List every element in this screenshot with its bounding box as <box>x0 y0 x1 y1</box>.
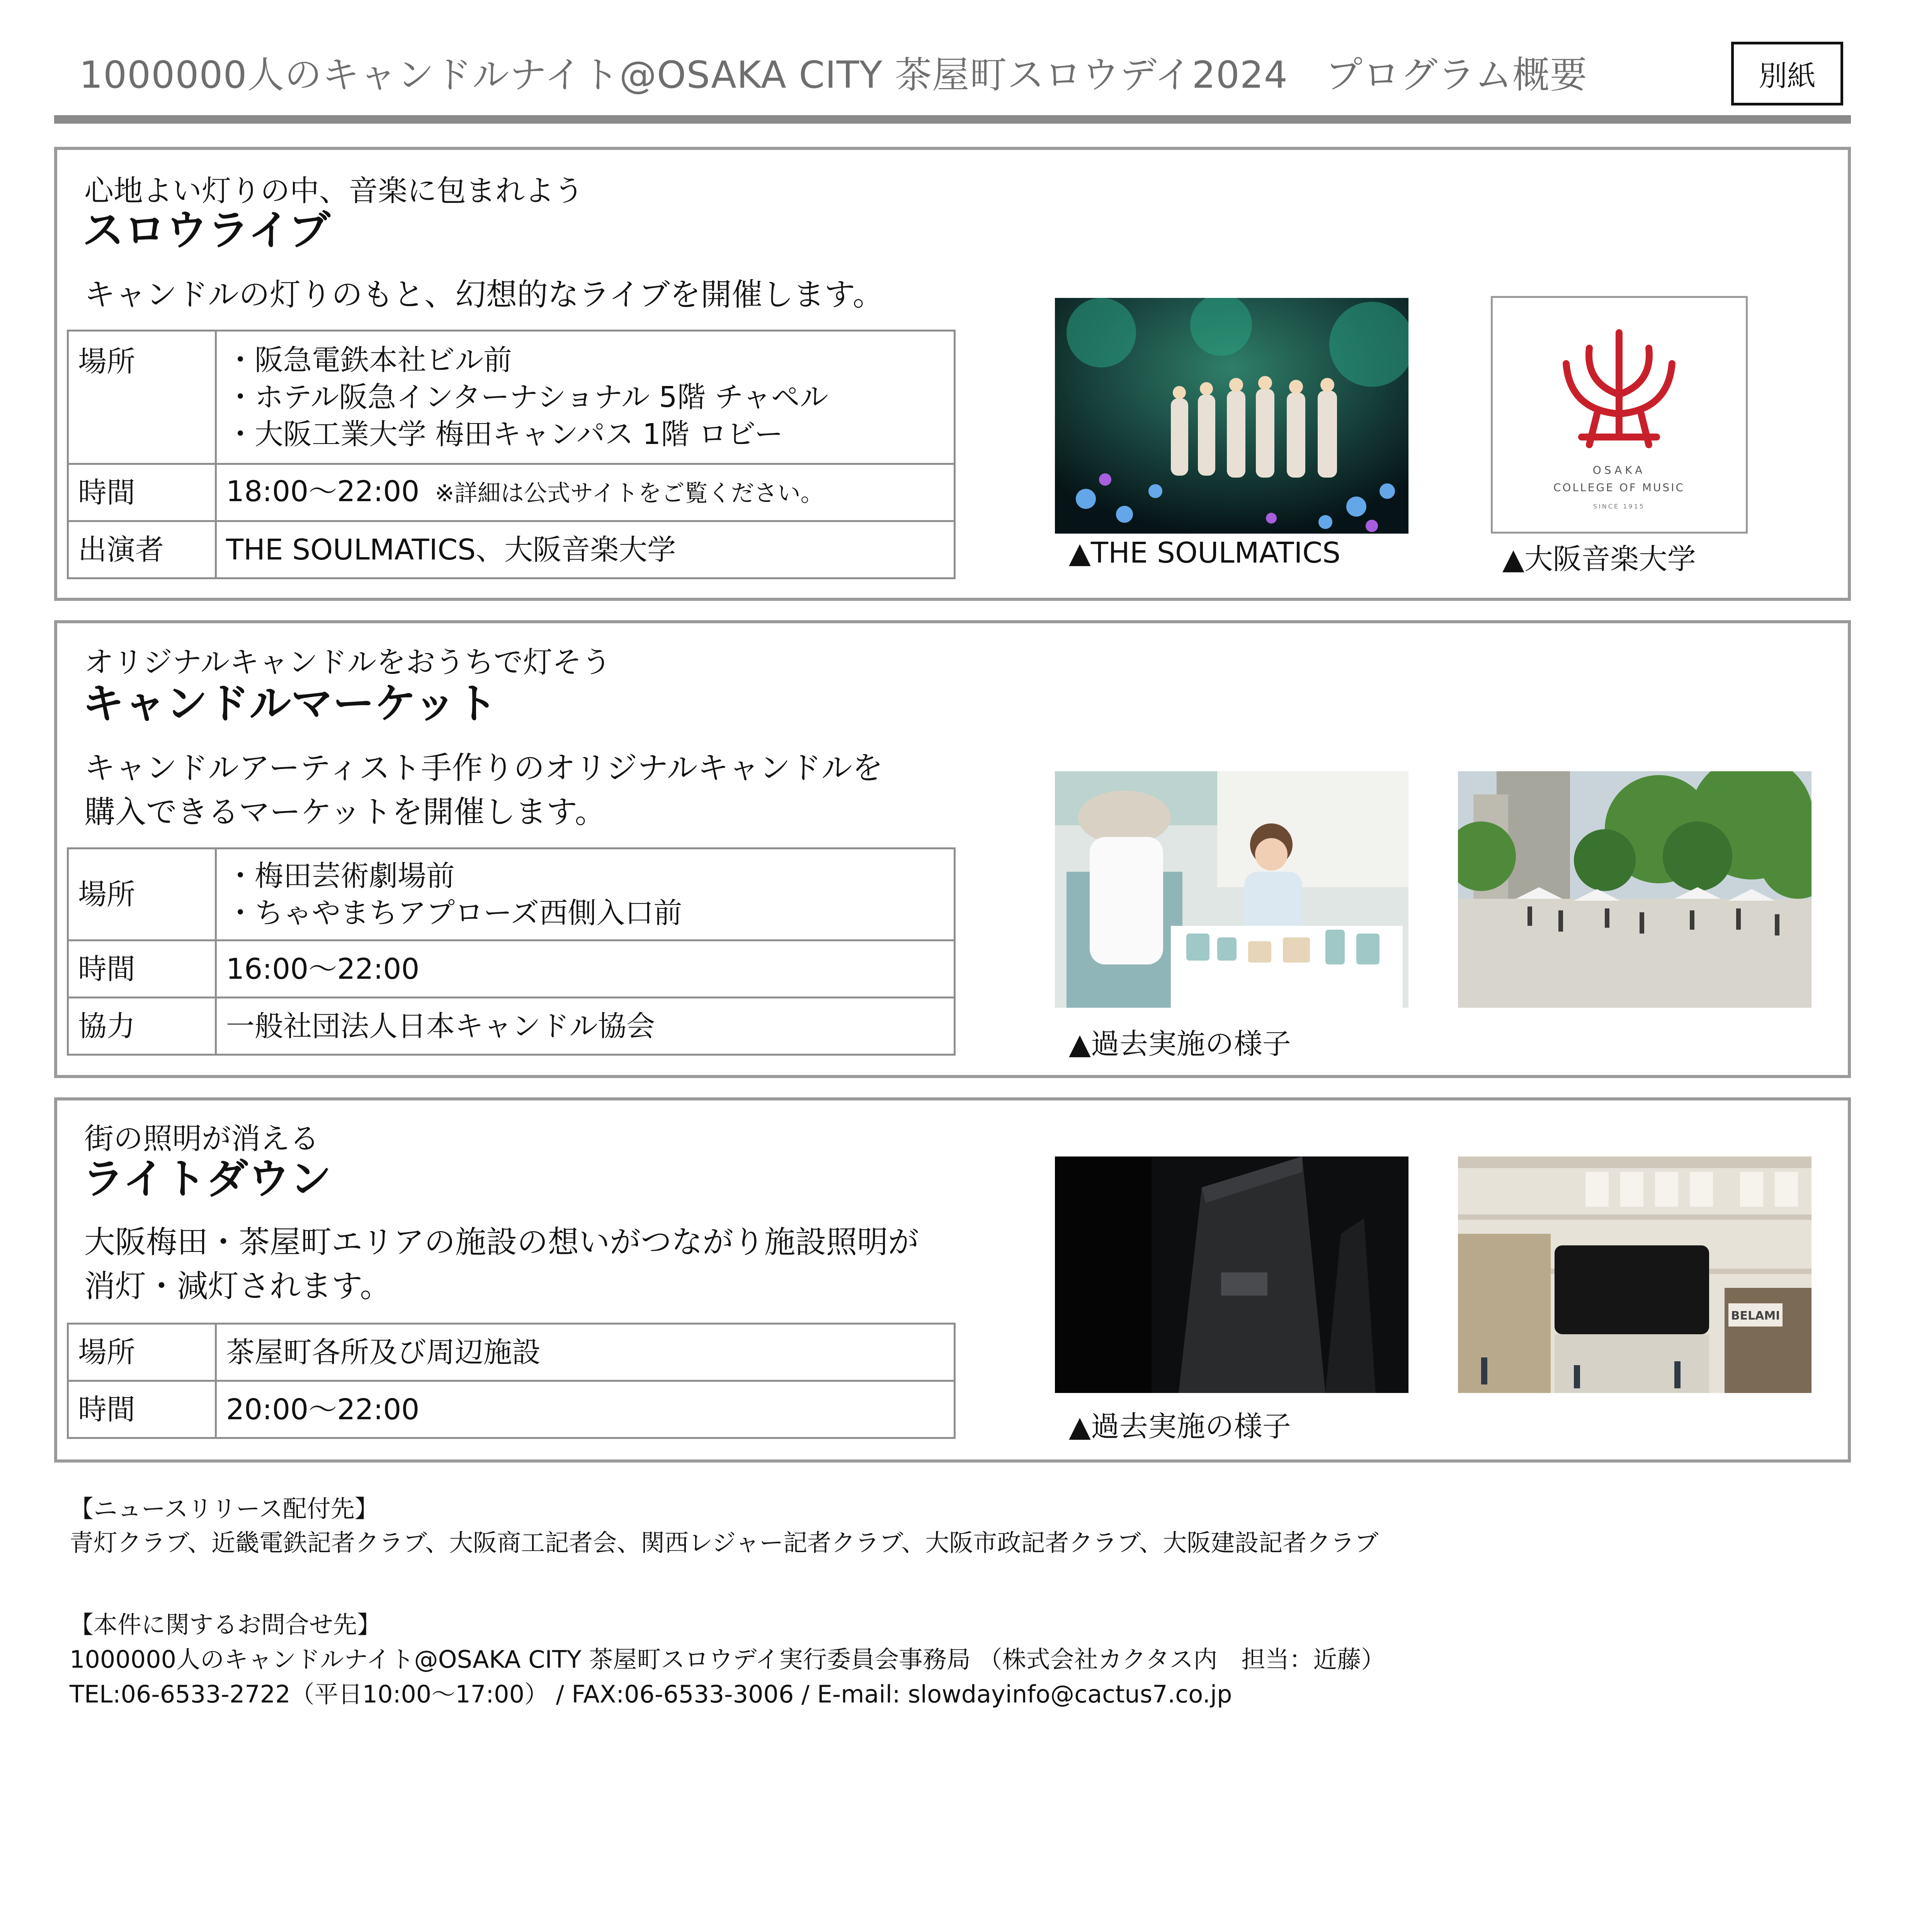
section-candle-market <box>54 620 1851 1078</box>
section-slow-live <box>54 147 1851 601</box>
table-row <box>68 940 955 998</box>
table-row <box>68 1381 955 1438</box>
news-release-recipients: 青灯クラブ、近畿電鉄記者クラブ、大阪商工記者会、関西レジャー記者クラブ、大阪市政記者クラブ、大阪建設記者クラブ <box>70 1529 1379 1557</box>
section-title: ライトダウン <box>82 1156 332 1202</box>
logo-text-osaka: OSAKA <box>1592 464 1646 476</box>
info-table <box>67 1323 956 1439</box>
section-title: キャンドルマーケット <box>82 681 498 727</box>
section-kicker: 心地よい灯りの中、音楽に包まれよう <box>84 173 583 208</box>
photo-market-plaza <box>1458 771 1812 1008</box>
contact-heading: 【本件に関するお問合せ先】 <box>70 1611 381 1639</box>
row-key-time: 時間 <box>68 464 216 521</box>
row-key-time: 時間 <box>68 940 216 998</box>
row-key-time: 時間 <box>68 1381 216 1438</box>
storefront-sign-text: BELAMI <box>1731 1309 1780 1323</box>
row-key-cooperation: 協力 <box>68 998 216 1055</box>
contact-organizer: 1000000人のキャンドルナイト@OSAKA CITY 茶屋町スロウデイ実行委員会事務局 （株式会社カクタス内 担当：近藤） <box>70 1645 1385 1673</box>
table-row <box>68 464 955 521</box>
photo-market-stall <box>1055 771 1408 1008</box>
section-description: キャンドルアーティスト手作りのオリジナルキャンドルを 購入できるマーケットを開催します。 <box>84 750 883 830</box>
photo-caption: ▲THE SOULMATICS <box>1069 536 1341 570</box>
photo-caption: ▲過去実施の様子 <box>1069 1410 1291 1443</box>
row-value-time: 18:00〜22:00 ※詳細は公式サイトをご覧ください。 <box>216 464 955 521</box>
photo-light-down-storefront <box>1458 1156 1812 1393</box>
section-kicker: 街の照明が消える <box>84 1121 319 1156</box>
row-value-venue: 茶屋町各所及び周辺施設 <box>216 1324 955 1381</box>
table-row <box>68 849 955 940</box>
row-key-venue: 場所 <box>68 331 216 464</box>
section-kicker: オリジナルキャンドルをおうちで灯そう <box>84 645 611 679</box>
row-value-venue: ・梅田芸術劇場前 ・ちゃやまちアプローズ西側入口前 <box>216 849 955 940</box>
osaka-college-of-music-logo <box>1491 296 1748 534</box>
row-value-performers: THE SOULMATICS、大阪音楽大学 <box>216 521 955 578</box>
table-row <box>68 998 955 1055</box>
table-row <box>68 331 955 464</box>
table-row <box>68 521 955 578</box>
row-key-performers: 出演者 <box>68 521 216 578</box>
contact-details: TEL:06-6533-2722（平日10:00〜17:00） / FAX:06-6533-3006 / E-mail: slowdayinfo@cactus7.co.jp <box>70 1680 1232 1708</box>
row-value-time: 16:00〜22:00 <box>216 940 955 998</box>
header-divider <box>54 115 1851 124</box>
section-light-down <box>54 1097 1851 1463</box>
news-release-heading: 【ニュースリリース配付先】 <box>70 1495 379 1523</box>
section-description: 大阪梅田・茶屋町エリアの施設の想いがつながり施設照明が 消灯・減灯されます。 <box>84 1224 919 1304</box>
photo-light-down-building <box>1055 1156 1408 1393</box>
row-value-venue: ・阪急電鉄本社ビル前 ・ホテル阪急インターナショナル 5階 チャペル ・大阪工業大学 梅田キャンパス 1階 ロビー <box>216 331 955 464</box>
info-table <box>67 330 956 579</box>
row-key-venue: 場所 <box>68 1324 216 1381</box>
logo-caption: ▲大阪音楽大学 <box>1502 543 1696 576</box>
row-key-venue: 場所 <box>68 849 216 940</box>
row-value-time: 20:00〜22:00 <box>216 1381 955 1438</box>
table-row <box>68 1324 955 1381</box>
row-value-cooperation: 一般社団法人日本キャンドル協会 <box>216 998 955 1055</box>
photo-soulmatics <box>1055 298 1408 534</box>
logo-text-since: SINCE 1915 <box>1593 503 1645 510</box>
info-table <box>67 847 956 1056</box>
logo-text-college: COLLEGE OF MUSIC <box>1553 481 1685 494</box>
photo-caption: ▲過去実施の様子 <box>1069 1027 1291 1061</box>
section-title: スロウライブ <box>82 208 330 254</box>
time-note: ※詳細は公式サイトをご覧ください。 <box>435 480 824 507</box>
document-title: 1000000人のキャンドルナイト@OSAKA CITY 茶屋町スロウデイ2024 プログラム概要 <box>79 53 1588 97</box>
section-description: キャンドルの灯りのもと、幻想的なライブを開催します。 <box>84 277 884 313</box>
attachment-badge: 別紙 <box>1731 42 1843 105</box>
